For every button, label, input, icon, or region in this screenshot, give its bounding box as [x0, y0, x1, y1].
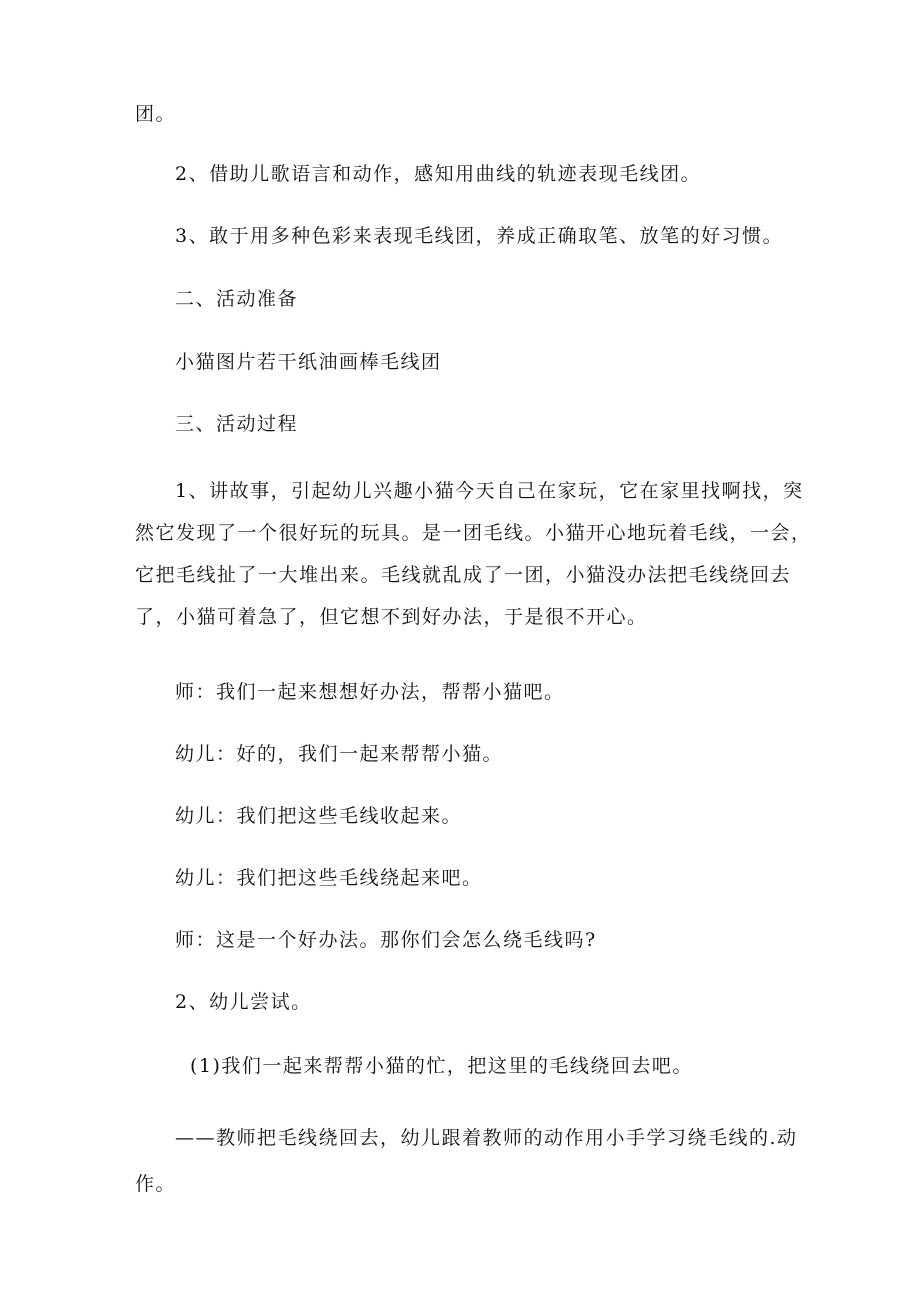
dialogue-child: 幼儿：我们把这些毛线绕起来吧。	[175, 867, 483, 889]
section-heading-process: 三、活动过程	[175, 413, 299, 435]
dialogue-child: 幼儿：好的，我们一起来帮帮小猫。	[175, 743, 504, 765]
story-paragraph	[135, 470, 812, 638]
action-line: 作。	[135, 1173, 177, 1195]
story-line: 它把毛线扯了一大堆出来。毛线就乱成了一团，小猫没办法把毛线绕回去	[135, 564, 792, 586]
dialogue-child: 幼儿：我们把这些毛线收起来。	[175, 805, 463, 827]
dialogue-teacher: 师：我们一起来想想好办法，帮帮小猫吧。	[175, 681, 565, 703]
teacher-action-paragraph	[135, 1115, 798, 1207]
objective-2: 2、借助儿歌语言和动作，感知用曲线的轨迹表现毛线团。	[175, 163, 702, 185]
paragraph-continuation: 团。	[135, 103, 177, 125]
section-heading-preparation: 二、活动准备	[175, 288, 299, 310]
action-line: ——教师把毛线绕回去，幼儿跟着教师的动作用小手学习绕毛线的.动	[175, 1127, 798, 1149]
story-line: 1、讲故事，引起幼儿兴趣小猫今天自己在家玩，它在家里找啊找，突	[175, 480, 804, 502]
step-heading: 2、幼儿尝试。	[175, 991, 312, 1013]
substep-1: (1)我们一起来帮帮小猫的忙，把这里的毛线绕回去吧。	[190, 1055, 693, 1077]
objective-3: 3、敢于用多种色彩来表现毛线团，养成正确取笔、放笔的好习惯。	[175, 225, 784, 247]
dialogue-teacher: 师：这是一个好办法。那你们会怎么绕毛线吗?	[175, 929, 597, 951]
story-line: 然它发现了一个很好玩的玩具。是一团毛线。小猫开心地玩着毛线，一会，	[135, 522, 812, 544]
story-line: 了，小猫可着急了，但它想不到好办法，于是很不开心。	[135, 606, 648, 628]
materials-list: 小猫图片若干纸油画棒毛线团	[175, 351, 442, 373]
